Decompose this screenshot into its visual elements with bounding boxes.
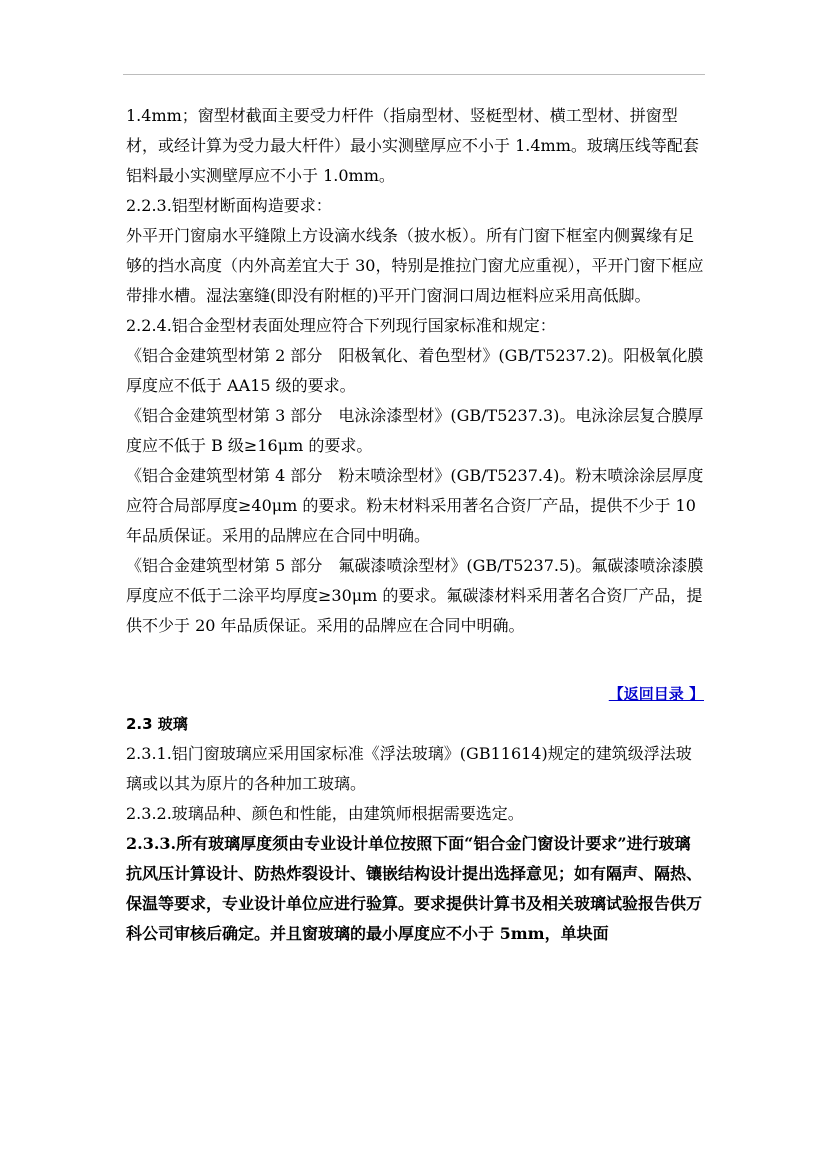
- header-rule: [123, 74, 705, 75]
- section-heading-glass: 2.3 玻璃: [126, 715, 188, 733]
- page-content: [126, 101, 704, 949]
- paragraph-standard-part2: 《铝合金建筑型材第 2 部分 阳极氧化、着色型材》(GB/T5237.2)。阳极氧化膜厚度应不低于 AA15 级的要求。: [126, 346, 704, 395]
- paragraph-2-2-3-title: 2.2.3.铝型材断面构造要求：: [126, 196, 332, 215]
- toc-link-row: [126, 679, 704, 709]
- paragraph-standard-part5: 《铝合金建筑型材第 5 部分 氟碳漆喷涂型材》(GB/T5237.5)。氟碳漆喷涂漆膜厚度应不低于二涂平均厚度≥30μm 的要求。氟碳漆材料采用著名合资厂产品，提供不少于 20 年品质保证。采用的品牌应在合同中明确。: [126, 556, 704, 635]
- paragraph-standard-part3: 《铝合金建筑型材第 3 部分 电泳涂漆型材》(GB/T5237.3)。电泳涂层复合膜厚度应不低于 B 级≥16μm 的要求。: [126, 406, 704, 455]
- back-to-toc-link[interactable]: 【返回目录 】: [608, 685, 704, 703]
- paragraph-2-3-2: 2.3.2.玻璃品种、颜色和性能，由建筑师根据需要选定。: [126, 804, 524, 823]
- paragraph-2-3-1: 2.3.1.铝门窗玻璃应采用国家标准《浮法玻璃》(GB11614)规定的建筑级浮法玻璃或以其为原片的各种加工玻璃。: [126, 744, 692, 793]
- spacer: [126, 641, 704, 671]
- paragraph-standard-part4: 《铝合金建筑型材第 4 部分 粉末喷涂型材》(GB/T5237.4)。粉末喷涂涂层厚度应符合局部厚度≥40μm 的要求。粉末材料采用著名合资厂产品，提供不少于 10 年品质保证。采用的品牌应在合同中明确。: [126, 466, 704, 545]
- paragraph-section-structure: 外平开门窗扇水平缝隙上方设滴水线条（披水板）。所有门窗下框室内侧翼缘有足够的挡水高度（内外高差宜大于 30，特别是推拉门窗尤应重视），平开门窗下框应带排水槽。湿法塞缝(即没有附框的)平开门窗洞口周边框料应采用高低脚。: [126, 226, 704, 305]
- paragraph-2-3-3: 2.3.3.所有玻璃厚度须由专业设计单位按照下面“铝合金门窗设计要求”进行玻璃抗风压计算设计、防热炸裂设计、镶嵌结构设计提出选择意见；如有隔声、隔热、保温等要求，专业设计单位应进行验算。要求提供计算书及相关玻璃试验报告供万科公司审核后确定。并且窗玻璃的最小厚度应不小于 5mm，单块面: [126, 834, 703, 943]
- paragraph-wall-thickness: 1.4mm；窗型材截面主要受力杆件（指扇型材、竖梃型材、横工型材、拼窗型材，或经计算为受力最大杆件）最小实测壁厚应不小于 1.4mm。玻璃压线等配套铝料最小实测壁厚应不小于 1.0mm。: [126, 106, 699, 185]
- paragraph-2-2-4-title: 2.2.4.铝合金型材表面处理应符合下列现行国家标准和规定：: [126, 316, 556, 335]
